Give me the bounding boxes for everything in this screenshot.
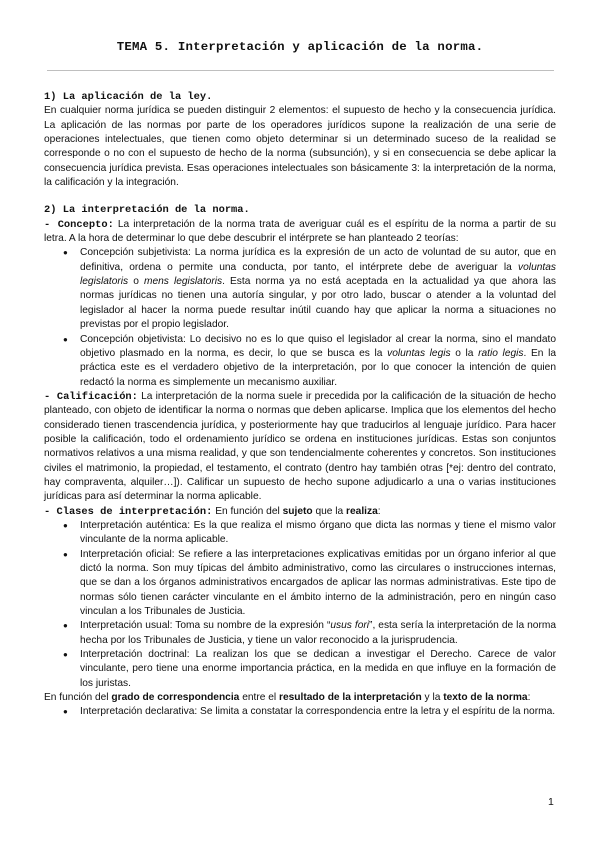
bullet-icon: ●: [63, 248, 68, 258]
clases-list: [44, 519, 556, 691]
bullet-icon: ●: [63, 621, 68, 631]
list-item: ● Concepción subjetivista: La norma jurídica es la expresión de un acto de voluntad de su autor, que en definitiva, ordena o permite una conducta, por tanto, el intérprete debe de averiguar la voluntas legislatoris o mens legislatoris. Esta norma ya no está aceptada en la actualidad ya que ahora las normas jurídicas no tienen una autoría singular, y por otro lado, buscar o atender a la voluntad del legislador al hacer la norma puede resultar inútil cuando hay que aplicar la norma a situaciones no previstas por el propio legislador.: [63, 247, 557, 331]
clases-label: - Clases de interpretación:: [44, 505, 213, 518]
list-item: ● Interpretación auténtica: Es la que realiza el mismo órgano que dicta las normas y tiene el mismo valor vinculante de la norma aplicable.: [63, 519, 556, 546]
document-body: [44, 90, 556, 720]
document-title: TEMA 5. Interpretación y aplicación de la norma.: [116, 40, 484, 54]
list-item: ● Concepción objetivista: Lo decisivo no es lo que quiso el legislador al crear la norma, sino el mandato objetivo plasmado en la norma, es decir, lo que se busca es la voluntas legis o la ratio legis. En la práctica este es el verdadero objetivo de la interpretación, por lo que conocer la intención de quien redactó la norma es simplemente un mecanismo auxiliar.: [63, 333, 556, 388]
list-item: ● Interpretación oficial: Se refiere a las interpretaciones explicativas emitidas por un órgano inferior al que dictó la norma. Son muy típicas del ámbito administrativo, como las circulares o instrucciones internas, que se dan a los órganos administrativos encargados de aplicar las normas administrativas. Este tipo de normas sólo tienen carácter vinculante en el ámbito interno de la administración, pero en ningún caso vinculan a los Tribunales de Justicia.: [63, 548, 556, 618]
section-1-heading: 1) La aplicación de la ley.: [44, 91, 213, 103]
title-divider: [47, 70, 554, 71]
section-1-paragraph: En cualquier norma jurídica se pueden distinguir 2 elementos: el supuesto de hecho y la consecuencia jurídica. La aplicación de las normas por parte de los operadores jurídicos supone la realización de una serie de operaciones intelectuales, que tienen como objeto determinar si un determinado suceso de la realidad se corresponde o no con el supuesto de hecho de la norma (subsunción), y si en consecuencia se debe aplicar la consecuencia jurídica prevista. Esas operaciones intelectuales son básicamente 3: la interpretación de la norma, la calificación y la integración.: [44, 105, 556, 189]
grado-paragraph: En función del grado de correspondencia entre el resultado de la interpretación y la texto de la norma:: [44, 692, 531, 704]
bullet-icon: ●: [63, 334, 68, 344]
bullet-icon: ●: [63, 520, 68, 530]
grado-list: [44, 705, 556, 719]
calificacion-text: La interpretación de la norma suele ir precedida por la calificación de la situación de hecho planteado, con objeto de identificar la norma o normas que deben aplicarse. Implica que los elementos del hecho considerado tienen trascendencia jurídica, y posteriormente hay que traducirlos al lenguaje jurídico. Para hacer posible la calificación, todo el ordenamiento jurídico se ordena en instituciones jurídicas. Estas son conjuntos normativos relativos a una misma realidad, y que son tendencialmente coherentes y concretos. Son instituciones civiles el matrimonio, la propiedad, el testamento, el contrato (dentro hay también otras [*ej: dentro del contrato, hay compraventa, alquiler…]). Calificar un supuesto de hecho supone adjudicarlo a una o varias instituciones jurídicas para así determinar la norma aplicable.: [44, 390, 557, 503]
bullet-icon: ●: [63, 650, 68, 660]
concepto-text: La interpretación de la norma trata de averiguar cuál es el espíritu de la norma a partir de su letra. A la hora de determinar lo que debe descubrir el intérprete se han planteado 2 teorías:: [44, 218, 556, 245]
bullet-icon: ●: [63, 549, 68, 559]
bullet-icon: ●: [63, 707, 68, 717]
concepto-label: - Concepto:: [44, 218, 114, 231]
clases-paragraph: - Clases de interpretación: En función del sujeto que la realiza:: [44, 505, 381, 518]
section-2-heading: 2) La interpretación de la norma.: [44, 204, 250, 217]
list-item: ● Interpretación declarativa: Se limita a constatar la correspondencia entre la letra y el espíritu de la norma.: [44, 705, 556, 719]
page-number: 1: [548, 796, 554, 808]
calificacion-label: - Calificación:: [44, 390, 138, 403]
concepto-paragraph: [44, 218, 556, 247]
calificacion-paragraph: [44, 390, 556, 505]
list-item: ● Interpretación doctrinal: La realizan los que se dedican a investigar el Derecho. Carece de valor vinculante, pero tiene una enorme importancia práctica, en la medida en que influye en la formación de los juristas.: [63, 649, 556, 689]
list-item: ● Interpretación usual: Toma su nombre de la expresión “usus fori”, esta sería la interpretación de la norma hecha por los Tribunales de Justicia, y tiene un valor reconocido a la jurisprudencia.: [63, 620, 556, 646]
theories-list: [44, 246, 556, 389]
